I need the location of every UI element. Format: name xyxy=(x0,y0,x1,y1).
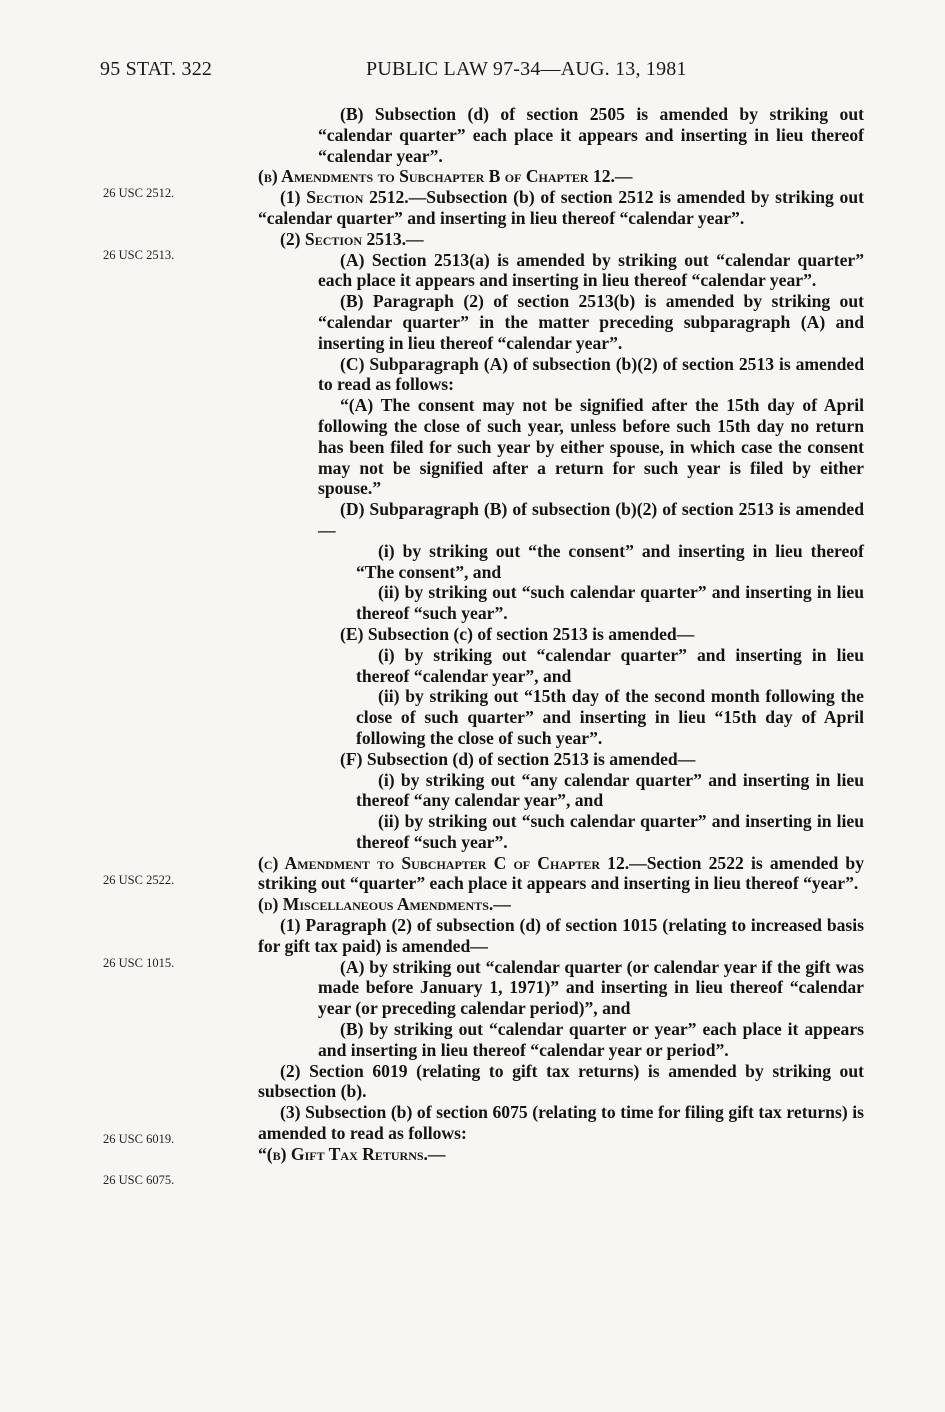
margin-citation: 26 USC 1015. xyxy=(103,956,175,970)
running-title: PUBLIC LAW 97-34—AUG. 13, 1981 xyxy=(366,58,687,80)
paragraph: (1) Paragraph (2) of subsection (d) of section 1015 (relating to increased basis for gift tax paid) is amended— xyxy=(258,915,864,956)
paragraph xyxy=(258,187,864,229)
section-heading xyxy=(258,894,864,915)
margin-citation: 26 USC 2522. xyxy=(103,873,175,887)
clause: (ii) by striking out “such calendar quarter” and inserting in lieu thereof “such year”. xyxy=(356,811,864,852)
paragraph: (B) Subsection (d) of section 2505 is amended by striking out “calendar quarter” each place it appears and inserting in lieu thereof “calendar year”. xyxy=(318,104,864,166)
clause: (i) by striking out “any calendar quarter” and inserting in lieu thereof “any calendar year”, and xyxy=(356,769,864,811)
margin-citation: 26 USC 6019. xyxy=(103,1132,175,1146)
clause: (ii) by striking out “15th day of the second month following the close of such quarter” and inserting in lieu “15th day of April following the close of such year”. xyxy=(356,686,864,748)
section-heading xyxy=(258,229,864,250)
section-heading xyxy=(258,166,864,187)
clause: (i) by striking out “calendar quarter” and inserting in lieu thereof “calendar year”, and xyxy=(356,644,864,686)
paragraph: (E) Subsection (c) of section 2513 is amended— xyxy=(340,623,695,644)
paragraph: (A) Section 2513(a) is amended by striking out “calendar quarter” each place it appears and inserting in lieu thereof “calendar year”. xyxy=(318,249,864,291)
quoted-paragraph: “(A) The consent may not be signified after the 15th day of April following the close of such year, unless before such 15th day no return has been filed for such year by either spouse, in which case the consent may not be signified after a return for such year is filed by either spouse.” xyxy=(318,395,864,499)
margin-citation: 26 USC 2513. xyxy=(103,248,175,262)
statute-page-number: 95 STAT. 322 xyxy=(100,58,213,80)
paragraph: (D) Subparagraph (B) of subsection (b)(2) of section 2513 is amended— xyxy=(318,499,864,540)
section-heading xyxy=(258,1144,864,1165)
margin-citation: 26 USC 6075. xyxy=(103,1173,175,1187)
statute-body xyxy=(258,104,864,1165)
paragraph-text: Section 2522 is amended by striking out “quarter” each place it appears and inserting in lieu thereof “year”. xyxy=(258,852,864,894)
paragraph: (F) Subsection (d) of section 2513 is amended— xyxy=(340,748,696,769)
section-heading-text: (d) Miscellaneous Amendments.— xyxy=(258,894,511,915)
paragraph: (B) Paragraph (2) of section 2513(b) is amended by striking out “calendar quarter” in the matter preceding subparagraph (A) and inserting in lieu thereof “calendar year”. xyxy=(318,291,864,353)
section-heading-text: (2) Section 2513.— xyxy=(280,228,424,249)
paragraph: (B) by striking out “calendar quarter or year” each place it appears and inserting in lieu thereof “calendar year or period”. xyxy=(318,1019,864,1060)
margin-citation: 26 USC 2512. xyxy=(103,186,175,200)
paragraph: (A) by striking out “calendar quarter (or calendar year if the gift was made before January 1, 1971)” and inserting in lieu thereof “calendar year (or preceding calendar period)”, and xyxy=(318,956,864,1019)
section-heading-text: (1) Section 2512.— xyxy=(280,187,427,208)
paragraph xyxy=(258,853,864,895)
section-heading-text: “(b) Gift Tax Returns.— xyxy=(258,1143,446,1164)
clause: (ii) by striking out “such calendar quarter” and inserting in lieu thereof “such year”. xyxy=(356,582,864,624)
section-heading-text: (c) Amendment to Subchapter C of Chapter 12.— xyxy=(258,852,647,873)
paragraph: (C) Subparagraph (A) of subsection (b)(2) of section 2513 is amended to read as follows: xyxy=(318,353,864,395)
paragraph: (2) Section 6019 (relating to gift tax returns) is amended by striking out subsection (b). xyxy=(258,1060,864,1102)
paragraph-text: Subsection (b) of section 2512 is amended by striking out “calendar quarter” and inserting in lieu thereof “calendar year”. xyxy=(258,187,865,228)
clause: (i) by striking out “the consent” and inserting in lieu thereof “The consent”, and xyxy=(356,540,864,582)
paragraph: (3) Subsection (b) of section 6075 (relating to time for filing gift tax returns) is amended to read as follows: xyxy=(258,1102,864,1144)
section-heading-text: (b) Amendments to Subchapter B of Chapter 12.— xyxy=(258,166,633,187)
